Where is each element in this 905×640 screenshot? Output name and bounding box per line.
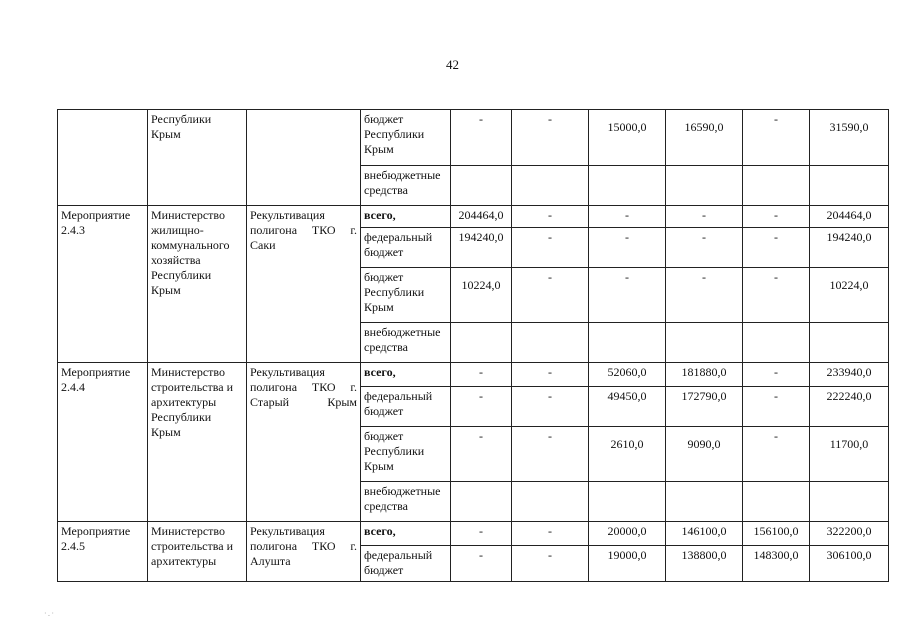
description-cell: Рекультивация полигона ТКО г. Саки xyxy=(247,206,361,363)
value-cell: 15000,0 xyxy=(589,110,666,166)
value-cell: - xyxy=(589,228,666,268)
value-cell xyxy=(743,166,810,206)
value-cell: 138800,0 xyxy=(666,546,743,582)
value-cell: 52060,0 xyxy=(589,363,666,387)
value-cell xyxy=(743,482,810,522)
value-cell: - xyxy=(743,427,810,482)
page-number: 42 xyxy=(446,57,459,72)
funding-source-cell: бюджет Республики Крым xyxy=(361,427,451,482)
total-value-cell xyxy=(810,482,889,522)
value-cell: - xyxy=(666,228,743,268)
scan-artifact: ·․· xyxy=(44,609,55,618)
value-cell: - xyxy=(512,228,589,268)
value-cell: 172790,0 xyxy=(666,387,743,427)
value-cell: 2610,0 xyxy=(589,427,666,482)
total-value-cell: 194240,0 xyxy=(810,228,889,268)
funding-source-cell: всего, xyxy=(361,363,451,387)
value-cell xyxy=(451,323,512,363)
total-value-cell xyxy=(810,166,889,206)
funding-source-cell: всего, xyxy=(361,522,451,546)
value-cell: - xyxy=(512,387,589,427)
value-cell: - xyxy=(743,206,810,228)
organization-cell: Республики Крым xyxy=(148,110,247,206)
funding-source-cell: бюджет Республики Крым xyxy=(361,110,451,166)
value-cell: 19000,0 xyxy=(589,546,666,582)
value-cell: 204464,0 xyxy=(451,206,512,228)
organization-cell: Министерство строительства и архитектуры Республики Крым xyxy=(148,363,247,522)
value-cell: - xyxy=(666,268,743,323)
funding-source-cell: внебюджетные средства xyxy=(361,166,451,206)
value-cell: - xyxy=(451,427,512,482)
value-cell xyxy=(743,323,810,363)
value-cell: - xyxy=(451,363,512,387)
value-cell: 194240,0 xyxy=(451,228,512,268)
value-cell: - xyxy=(589,206,666,228)
total-value-cell: 233940,0 xyxy=(810,363,889,387)
organization-cell: Министерство строительства и архитектуры xyxy=(148,522,247,582)
funding-source-cell: всего, xyxy=(361,206,451,228)
value-cell: 146100,0 xyxy=(666,522,743,546)
total-value-cell: 11700,0 xyxy=(810,427,889,482)
funding-source-cell: федеральный бюджет xyxy=(361,546,451,582)
funding-source-cell: бюджет Республики Крым xyxy=(361,268,451,323)
total-value-cell: 31590,0 xyxy=(810,110,889,166)
value-cell: - xyxy=(451,387,512,427)
table-row xyxy=(58,522,889,546)
table-row xyxy=(58,206,889,228)
table-row xyxy=(58,110,889,166)
value-cell: 9090,0 xyxy=(666,427,743,482)
value-cell: - xyxy=(512,363,589,387)
value-cell: - xyxy=(512,110,589,166)
total-value-cell: 222240,0 xyxy=(810,387,889,427)
value-cell xyxy=(666,482,743,522)
value-cell xyxy=(589,166,666,206)
value-cell: - xyxy=(451,110,512,166)
funding-source-cell: внебюджетные средства xyxy=(361,323,451,363)
value-cell xyxy=(512,323,589,363)
event-cell: Мероприятие 2.4.3 xyxy=(58,206,148,363)
value-cell xyxy=(512,482,589,522)
organization-cell: Министерство жилищно-коммунального хозяйства Республики Крым xyxy=(148,206,247,363)
value-cell: 49450,0 xyxy=(589,387,666,427)
value-cell: - xyxy=(743,363,810,387)
value-cell: 16590,0 xyxy=(666,110,743,166)
value-cell: - xyxy=(743,387,810,427)
description-cell: Рекультивация полигона ТКО г. Старый Крым xyxy=(247,363,361,522)
value-cell: - xyxy=(451,546,512,582)
description-cell xyxy=(247,110,361,206)
value-cell xyxy=(512,166,589,206)
total-value-cell: 322200,0 xyxy=(810,522,889,546)
value-cell xyxy=(589,482,666,522)
value-cell: - xyxy=(666,206,743,228)
value-cell xyxy=(666,323,743,363)
table-row xyxy=(58,363,889,387)
budget-table xyxy=(57,109,889,582)
value-cell: - xyxy=(512,268,589,323)
description-cell: Рекультивация полигона ТКО г. Алушта xyxy=(247,522,361,582)
event-cell xyxy=(58,110,148,206)
funding-source-cell: федеральный бюджет xyxy=(361,387,451,427)
value-cell: - xyxy=(589,268,666,323)
value-cell xyxy=(451,482,512,522)
event-cell: Мероприятие 2.4.5 xyxy=(58,522,148,582)
value-cell: - xyxy=(512,206,589,228)
total-value-cell xyxy=(810,323,889,363)
value-cell xyxy=(589,323,666,363)
value-cell: - xyxy=(743,228,810,268)
value-cell: - xyxy=(743,110,810,166)
value-cell xyxy=(451,166,512,206)
total-value-cell: 306100,0 xyxy=(810,546,889,582)
value-cell: - xyxy=(512,546,589,582)
value-cell: - xyxy=(512,427,589,482)
value-cell: - xyxy=(451,522,512,546)
value-cell: 148300,0 xyxy=(743,546,810,582)
funding-source-cell: федеральный бюджет xyxy=(361,228,451,268)
total-value-cell: 204464,0 xyxy=(810,206,889,228)
value-cell xyxy=(666,166,743,206)
value-cell: - xyxy=(512,522,589,546)
event-cell: Мероприятие 2.4.4 xyxy=(58,363,148,522)
total-value-cell: 10224,0 xyxy=(810,268,889,323)
value-cell: 181880,0 xyxy=(666,363,743,387)
value-cell: 10224,0 xyxy=(451,268,512,323)
funding-source-cell: внебюджетные средства xyxy=(361,482,451,522)
value-cell: 20000,0 xyxy=(589,522,666,546)
value-cell: - xyxy=(743,268,810,323)
value-cell: 156100,0 xyxy=(743,522,810,546)
